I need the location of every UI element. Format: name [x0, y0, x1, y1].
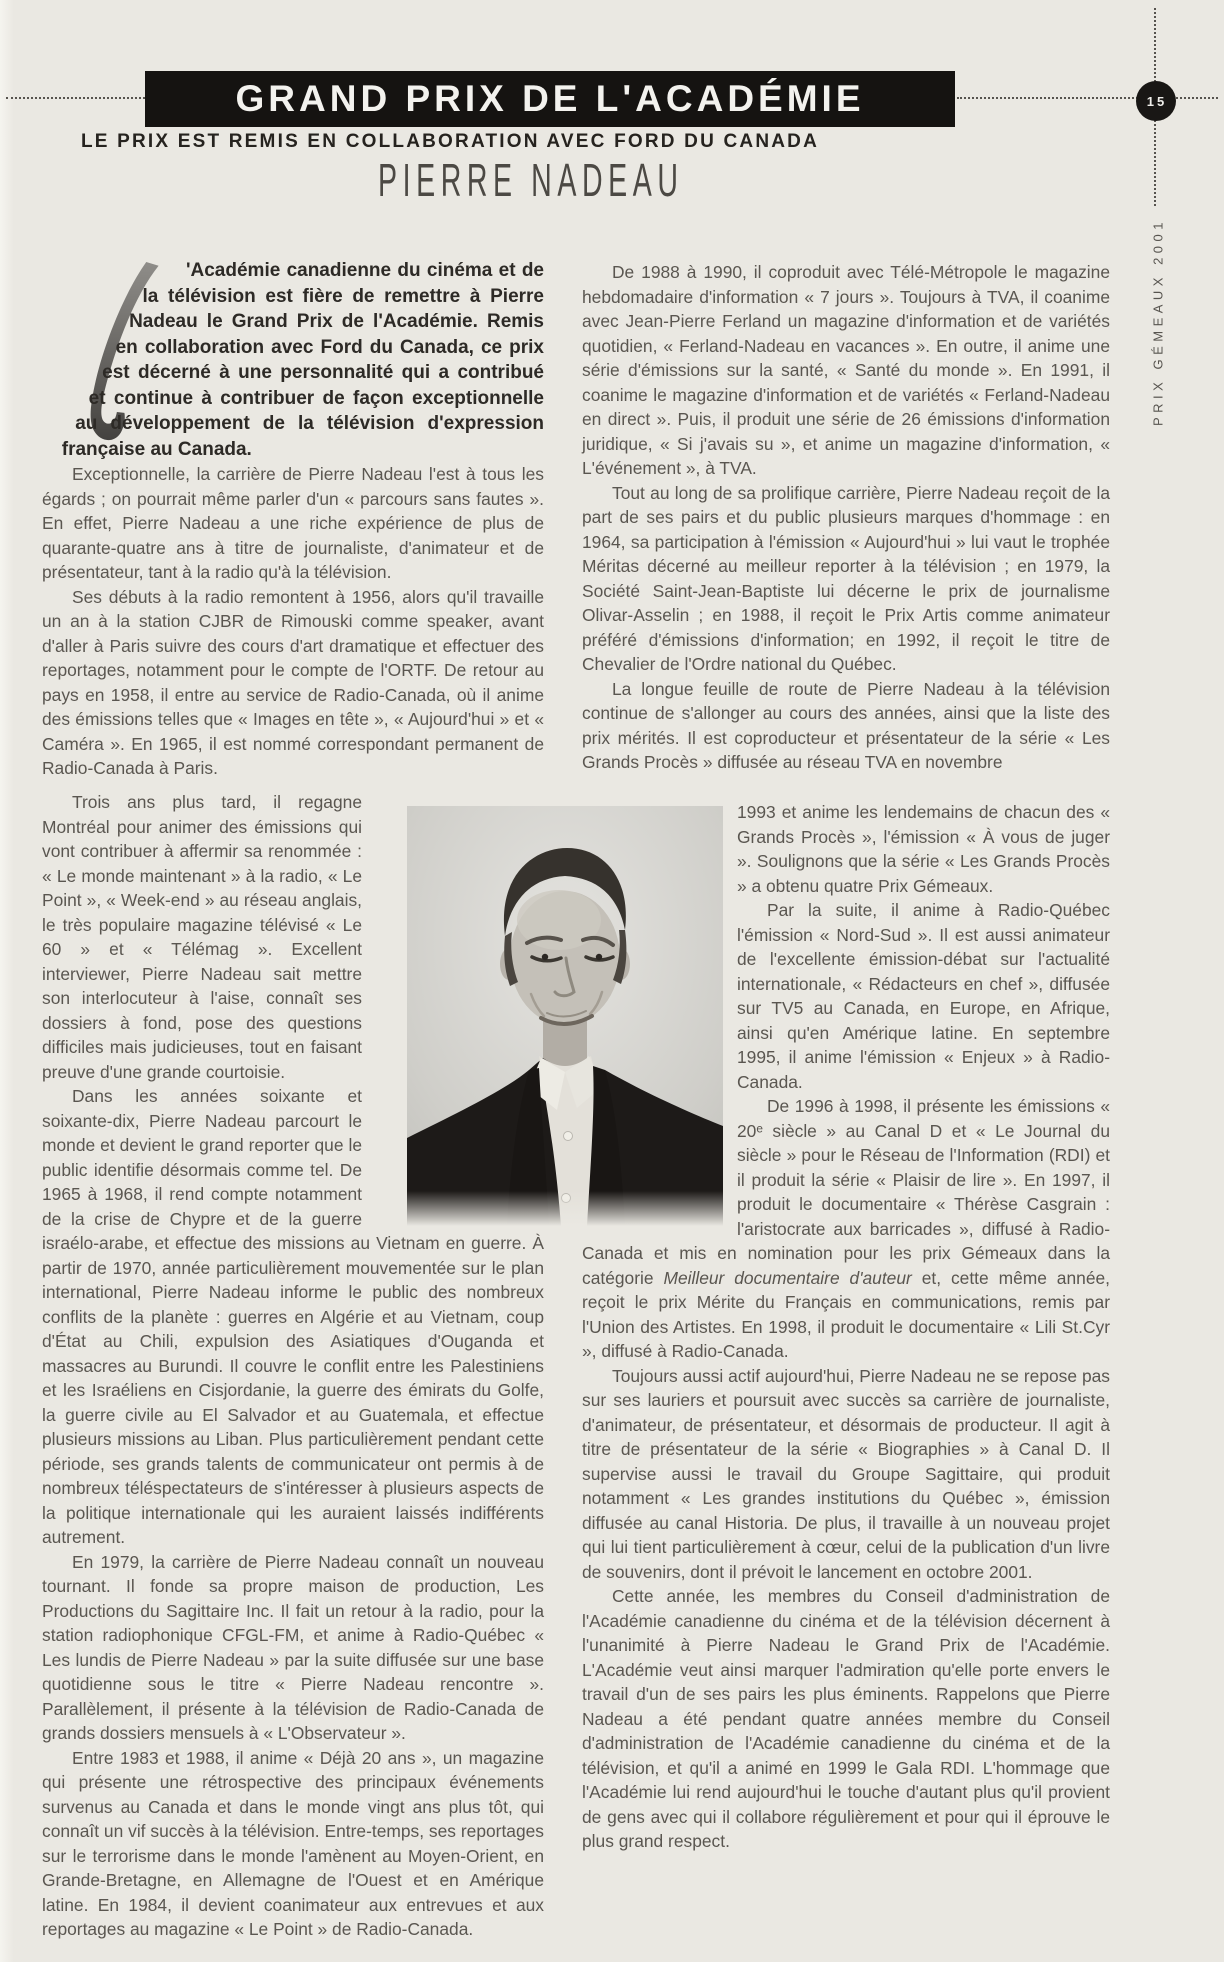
dotted-rule-right	[957, 97, 1218, 99]
paragraph-grands-proces-debut: La longue feuille de route de Pierre Nadeau à la télévision continue de s'allonger au cours des années, ainsi que la liste des prix mérités. Il est coproducteur et présentateur de la série « Les Grands Procès » diffusée au réseau TVA en novembre	[582, 678, 1110, 772]
page-number: 15	[1146, 93, 1168, 109]
intro-text: 'Académie canadienne du cinéma et de la télévision est fière de remettre à Pierre Nadeau le Grand Prix de l'Académie. Remis en collaboration avec Ford du Canada, ce prix est décerné à une personnalité qui a contribué et continue à contribuer de façon exceptionnelle au développement de la télévision d'expression française au Canada.	[61, 260, 544, 460]
page-edge-shading	[0, 0, 14, 1962]
intro-paragraph	[42, 258, 544, 462]
photo-wrap-spacer-right-column	[582, 800, 737, 1240]
paragraph-1996-1998-part1: De 1996 à 1998, il présente les émissions « 20ᵉ siècle » au Canal D et « Le Journal du siècle » pour le Réseau de l'Information (RDI) et il produit la série « Plaisir de lire ». En 1997, il produit le documentaire « Thérèse Casgrain : l'aristocrate aux barricades », diffusé à Radio-Canada et mis en nomination pour les prix Gémeaux dans la catégorie	[582, 1096, 1110, 1288]
paragraph-debuts-radio: Ses débuts à la radio remontent à 1956, alors qu'il travaille un an à la station CJBR de Rimouski comme speaker, avant d'aller à Paris suivre des cours d'art dramatique et effectuer des reportages, notamment pour le compte de l'ORTF. De retour au pays en 1958, il entre au service de Radio-Canada, où il anime des émissions telles que « Images en tête », « Aujourd'hui » et « Caméra ». En 1965, il est nommé correspondant permanent de Radio-Canada à Paris.	[42, 586, 544, 778]
paragraph-career: Exceptionnelle, la carrière de Pierre Nadeau l'est à tous les égards ; on pourrait même parler d'un « parcours sans fautes ». En effet, Pierre Nadeau a une riche expérience de plus de quarante-quatre ans à titre de journaliste, d'animateur et de présentateur, tant à la radio qu'à la télévision.	[42, 464, 544, 582]
paragraph-grands-proces-suite: 1993 et anime les lendemains de chacun des « Grands Procès », l'émission « À vous de juger ». Soulignons que la série « Les Grands Procès » a obtenu quatre Prix Gémeaux.	[737, 802, 1110, 896]
article-title: PIERRE NADEAU	[378, 154, 684, 206]
paragraph-hommages: Tout au long de sa prolifique carrière, Pierre Nadeau reçoit de la part de ses pairs et du public plusieurs marques d'hommage : en 1964, sa participation à l'émission « Aujourd'hui » lui vaut le trophée Méritas décerné au meilleur reporter à la télévision ; en 1979, la Société Saint-Jean-Baptiste lui décerne le prix de journalisme Olivar-Asselin ; en 1988, il reçoit le Prix Artis comme animateur préféré d'émissions d'information; en 1992, il reçoit le titre de Chevalier de l'Ordre national du Québec.	[582, 482, 1110, 674]
collaboration-subtitle: LE PRIX EST REMIS EN COLLABORATION AVEC FORD DU CANADA	[80, 131, 820, 152]
dotted-rule-left	[6, 97, 145, 99]
category-name-italic: Meilleur documentaire d'auteur	[663, 1267, 912, 1288]
photo-wrap-spacer-left-column	[362, 790, 544, 1215]
paragraph-1996-1998-part2: et, cette même année, reçoit le prix Mérite du Français en communications, remis par l'Union des Artistes. En 1998, il produit le documentaire « Lili St.Cyr », diffusé à Radio-Canada.	[582, 1267, 1110, 1361]
paragraph-grand-reporter: Dans les années soixante et soixante-dix, Pierre Nadeau parcourt le monde et devient le grand reporter que le public identifie désormais comme tel. De 1965 à 1968, il rend compte notamment de la crise de Chypre et de la guerre israélo-arabe, et effectue des missions au Vietnam en guerre. À partir de 1970, année particulièrement mouvementée sur le plan international, Pierre Nadeau informe le public des nombreux conflits de la planète : guerres en Algérie et au Vietnam, coup d'État au Chili, expulsion des Asiatiques d'Ouganda et massacres au Burundi. Il couvre le conflit entre les Palestiniens et les Israéliens en Cisjordanie, la guerre des émirats du Golfe, la guerre civile au El Salvador et au Guatemala, et effectue plusieurs missions au Liban. Plus particulièrement pendant cette période, ses grands talents de communicateur ont permis à de nombreux téléspectateurs de s'intéresser à plusieurs aspects de la politique internationale qui les auraient laissés indifférents autrement.	[42, 1086, 544, 1547]
paragraph-montreal: Trois ans plus tard, il regagne Montréal pour animer des émissions qui vont contribuer à affermir sa renommée : « Le monde maintenant » à la radio, « Le Point », « Week-end » au réseau anglais, le très populaire magazine télévisé « Le 60 » et « Télémag ». Excellent interviewer, Pierre Nadeau sait mettre son interlocuteur à l'aise, connaît ses dossiers à fond, pose des questions difficiles mais judicieuses, tout en faisant preuve d'une grande courtoisie.	[42, 792, 362, 1082]
right-column-upper	[582, 260, 1110, 775]
paragraph-deja-20-ans: Entre 1983 et 1988, il anime « Déjà 20 ans », un magazine qui présente une rétrospective des principaux événements survenus au Canada et dans le monde vingt ans plus tôt, qui connaît un vif succès à la télévision. Entre-temps, ses reportages sur le terrorisme dans le monde l'amènent au Moyen-Orient, en Grande-Bretagne, en Allemagne de l'Ouest et en Amérique latine. En 1984, il devient coanimateur aux entrevues et aux reportages au magazine « Le Point » de Radio-Canada.	[42, 1747, 544, 1939]
right-column-lower	[582, 800, 1110, 1854]
paragraph-conseil-administration: Cette année, les membres du Conseil d'administration de l'Académie canadienne du cinéma et de la télévision décernent à l'unanimité à Pierre Nadeau le Grand Prix de l'Académie. L'Académie veut ainsi marquer l'admiration qu'elle porte envers le travail d'un de ses pairs les plus éminents. Rappelons que Pierre Nadeau a été pendant quatre années membre du Conseil d'administration de l'Académie canadienne du cinéma et de la télévision, et qu'il a animé en 1999 le Gala RDI. L'hommage que l'Académie lui rend aujourd'hui le touche d'autant plus qu'il provient de gens avec qui il collabore régulièrement et pour qui il éprouve le plus grand respect.	[582, 1586, 1110, 1851]
paragraph-toujours-actif: Toujours aussi actif aujourd'hui, Pierre Nadeau ne se repose pas sur ses lauriers et poursuit avec succès sa carrière de journaliste, d'animateur, de présentateur, et désormais de producteur. Il agit à titre de présentateur de la série « Biographies » à Canal D. Il supervise aussi le travail du Groupe Sagittaire, qui produit notamment « Les grandes institutions du Québec », émission diffusée au canal Historia. De plus, il travaille à un nouveau projet qui lui tient particulièrement à cœur, celui de la publication d'un livre de souvenirs, dont il prévoit le lancement en octobre 2001.	[582, 1365, 1110, 1582]
section-banner	[145, 71, 955, 127]
paragraph-1979-production: En 1979, la carrière de Pierre Nadeau connaît un nouveau tournant. Il fonde sa propre maison de production, Les Productions du Sagittaire Inc. Il fait un retour à la radio, pour la station radiophonique CFGL-FM, et anime à Radio-Québec « Les lundis de Pierre Nadeau » par la suite diffusée sur une base quotidienne sous le titre « Pierre Nadeau rencontre ». Parallèlement, il présente à la télévision de Radio-Canada de grands dossiers mensuels à « L'Observateur ».	[42, 1551, 544, 1743]
left-column-upper	[42, 258, 544, 781]
left-column-lower	[42, 790, 544, 1942]
page-number-badge	[1136, 81, 1176, 121]
paragraph-tele-metropole: De 1988 à 1990, il coproduit avec Télé-Métropole le magazine hebdomadaire d'information « 7 jours ». Toujours à TVA, il coanime avec Jean-Pierre Ferland un magazine d'information et de variétés quotidien, « Ferland-Nadeau en vacances ». En outre, il anime une série d'émissions sur la santé, « Santé du monde ». En 1991, il coanime le magazine d'information et de variétés « Ferland-Nadeau en direct ». Puis, il produit une série de 26 émissions d'information juridique, « Si j'avais su », et anime un magazine d'information, « L'événement », à TVA.	[582, 262, 1110, 478]
margin-label: PRIX GÉMEAUX 2001	[1150, 218, 1166, 426]
paragraph-nord-sud: Par la suite, il anime à Radio-Québec l'émission « Nord-Sud ». Il est aussi animateur de l'excellente émission-débat sur l'actualité internationale, « Rédacteurs en chef », diffusée sur TV5 au Canada, en Europe, en Afrique, ainsi qu'en Amérique latine. En septembre 1995, il anime l'émission « Enjeux » à Radio-Canada.	[737, 900, 1110, 1092]
section-banner-title: GRAND PRIX DE L'ACADÉMIE	[235, 78, 865, 119]
